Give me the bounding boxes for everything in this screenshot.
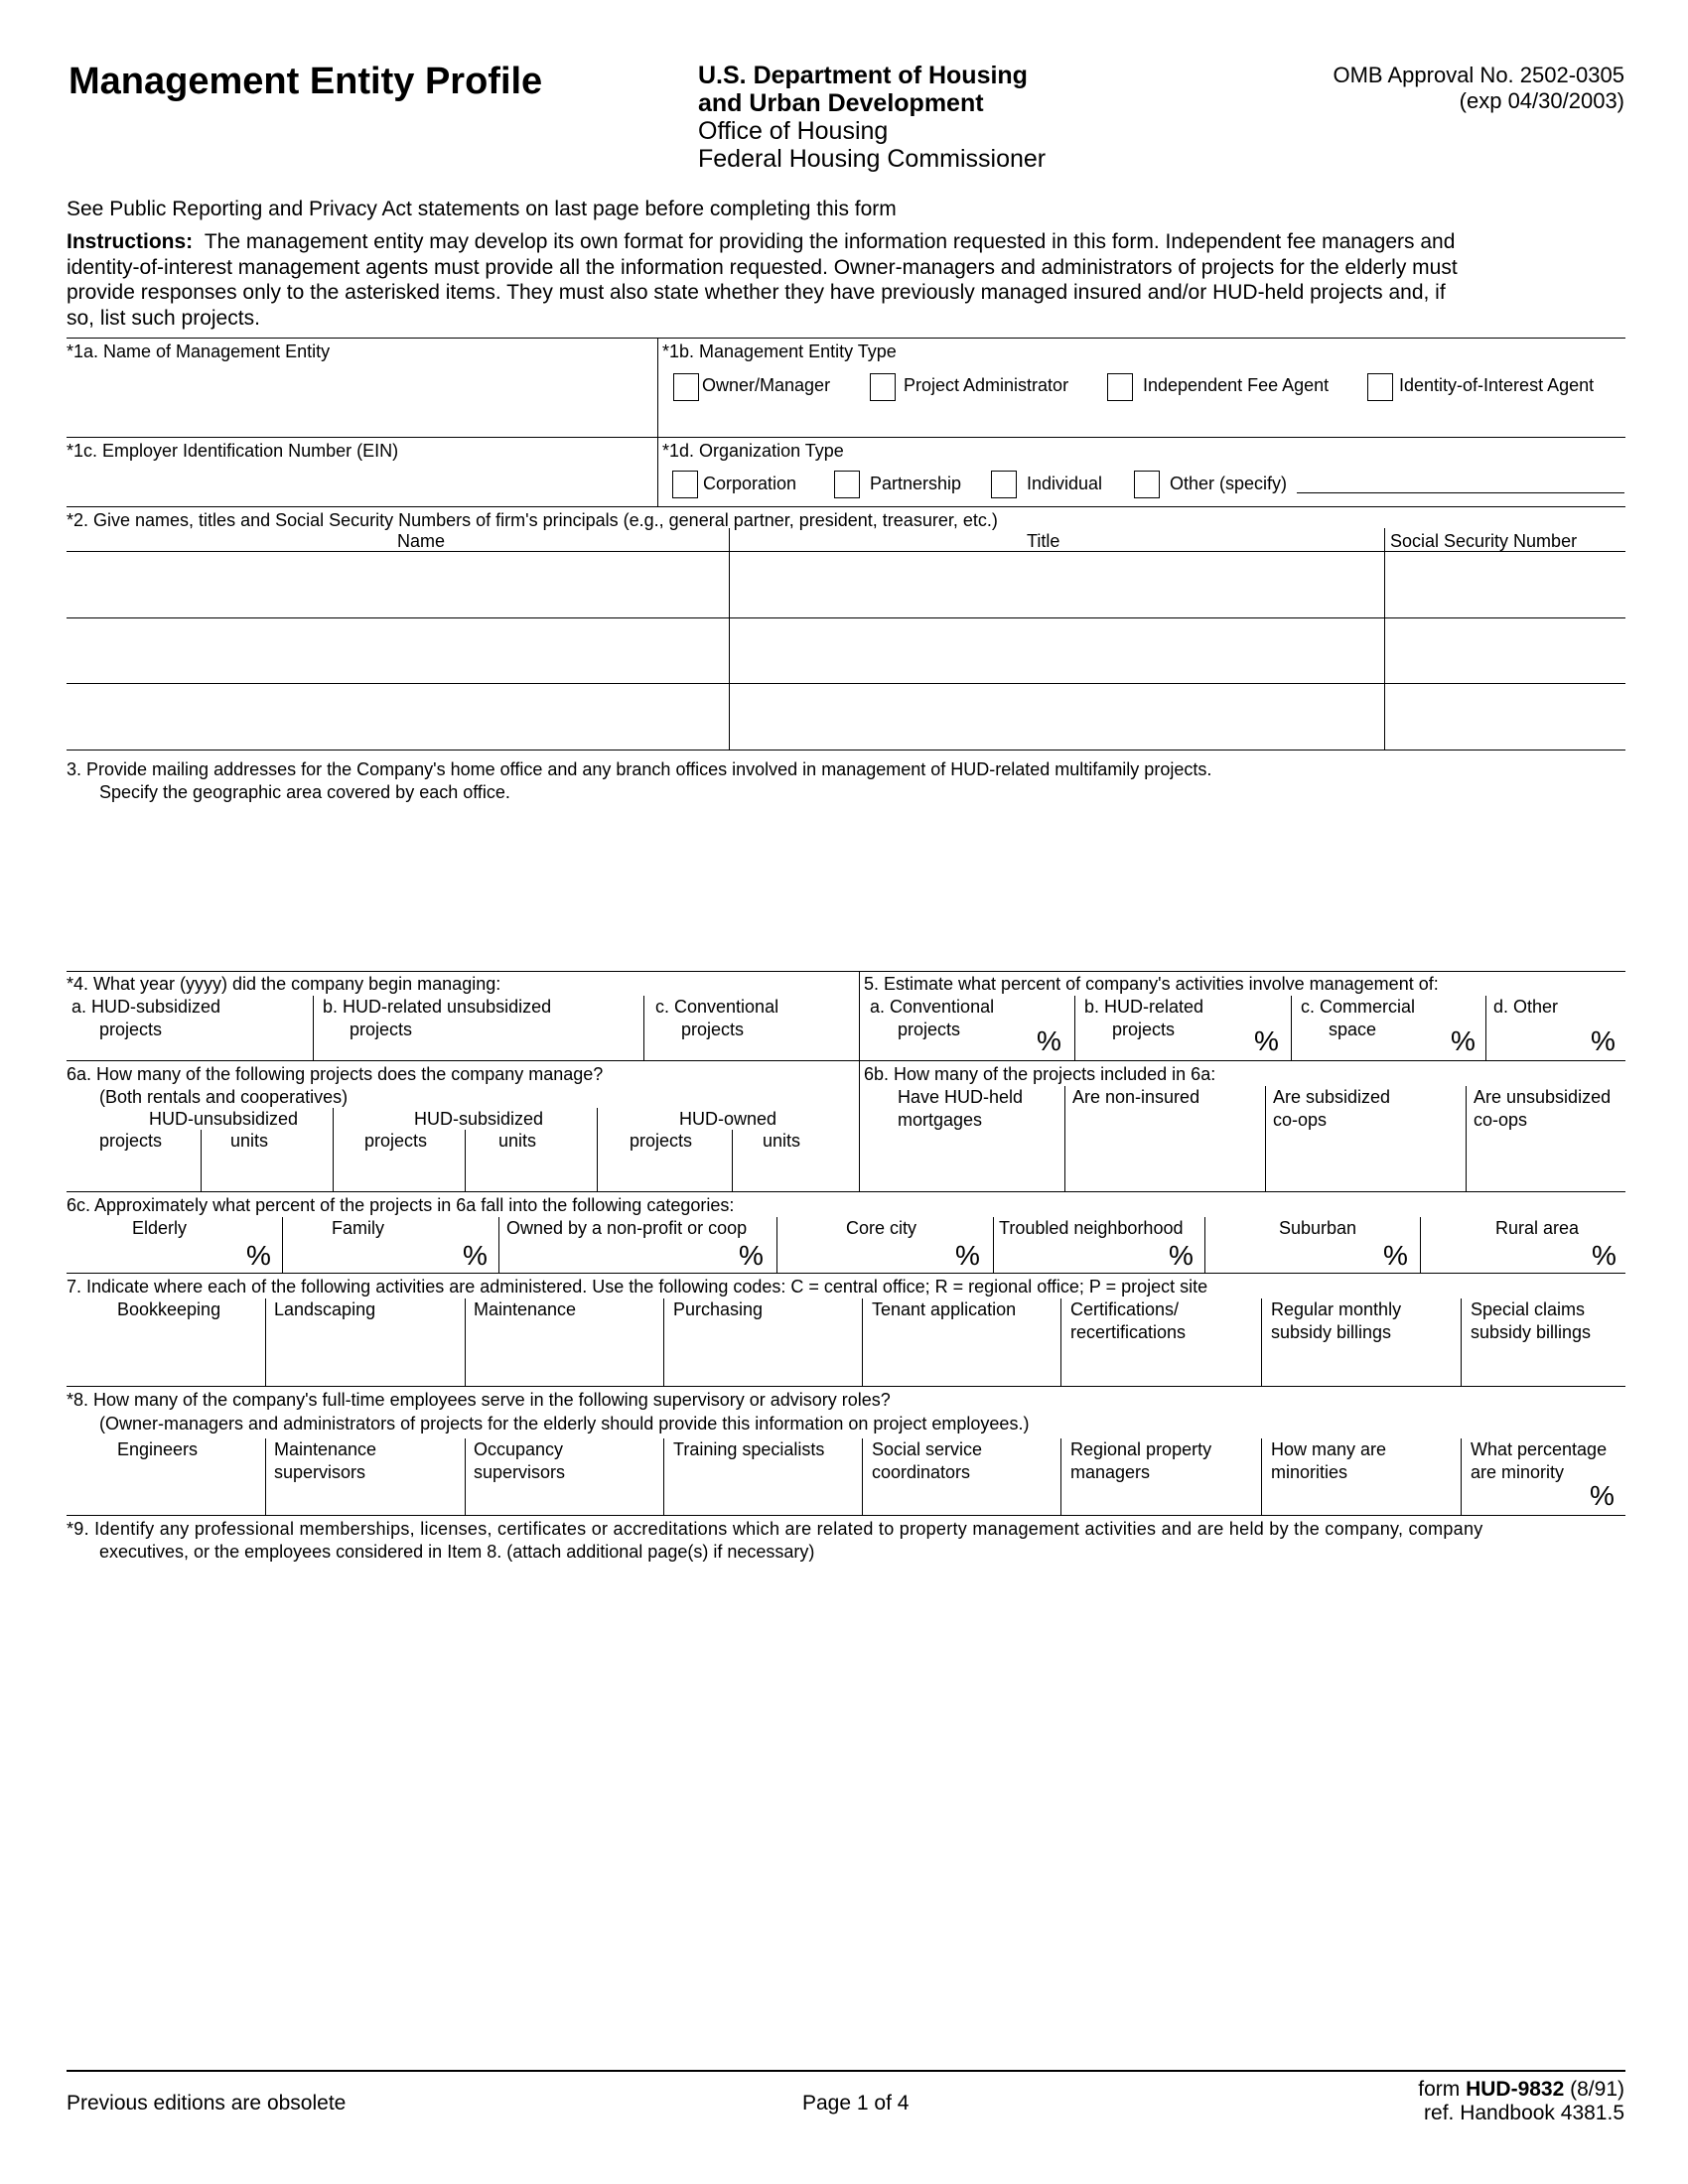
q2-col-ssn: Social Security Number	[1390, 531, 1578, 551]
rule-q7-2	[465, 1298, 466, 1386]
q8-col-engineers: Engineers	[117, 1439, 199, 1459]
q7-col-purchasing: Purchasing	[673, 1299, 764, 1319]
q6a-sub: (Both rentals and cooperatives)	[99, 1087, 349, 1107]
checkbox-other[interactable]	[1134, 471, 1160, 498]
q6a-hud-sub-units-field[interactable]	[469, 1154, 594, 1189]
q6c-cat-troubled: Troubled neighborhood	[999, 1218, 1184, 1238]
q9-label-line-1: *9. Identify any professional memberships, licenses, certificates or accreditations which are related to property management activities and are held by the company, company	[67, 1519, 1483, 1539]
rule-q5-b-c	[1291, 996, 1292, 1060]
q6c-troubled-percent-sign: %	[1169, 1240, 1194, 1271]
rule-q6c-1	[282, 1217, 283, 1273]
rule-q8-5	[1060, 1438, 1061, 1515]
q7-special-claims-field[interactable]	[1465, 1346, 1623, 1384]
q6a-hud-sub-projects-field[interactable]	[337, 1154, 462, 1189]
rule-q2-col-2	[1384, 528, 1385, 750]
q1c-label: *1c. Employer Identification Number (EIN)	[67, 441, 399, 461]
office-name: Office of Housing	[698, 117, 889, 145]
rule-q6a-group-2	[597, 1108, 598, 1191]
q8-col-regional-managers-line-2: managers	[1070, 1462, 1151, 1482]
q7-regular-billings-field[interactable]	[1265, 1346, 1458, 1384]
q4a-year-field[interactable]	[179, 1023, 308, 1057]
rule-q2-row-3	[67, 750, 1625, 751]
q8-occupancy-supervisors-field[interactable]	[469, 1485, 660, 1513]
q6c-cat-nonprofit: Owned by a non-profit or coop	[506, 1218, 748, 1238]
q7-col-landscaping: Landscaping	[274, 1299, 376, 1319]
q7-col-regular-billings-line-1: Regular monthly	[1271, 1299, 1402, 1319]
rule-q6c-2	[498, 1217, 499, 1273]
q8-percent-minority-field[interactable]	[1465, 1485, 1588, 1513]
q6c-suburban-percent-sign: %	[1383, 1240, 1408, 1271]
q5d-percent-field[interactable]	[1489, 1023, 1587, 1057]
q6b-col-4-line-1: Are unsubsidized	[1474, 1087, 1612, 1107]
q2-ssn-field-2[interactable]	[1388, 620, 1622, 680]
q4b-label-1: b. HUD-related unsubsidized	[323, 997, 552, 1017]
q4b-label-2: projects	[350, 1020, 413, 1039]
privacy-notice: See Public Reporting and Privacy Act statements on last page before completing this form	[67, 198, 897, 220]
q5c-label-1: c. Commercial	[1301, 997, 1416, 1017]
rule-q7-3	[663, 1298, 664, 1386]
q3-label-line-2: Specify the geographic area covered by each office.	[99, 782, 510, 802]
q1b-option-owner-manager: Owner/Manager	[702, 375, 831, 395]
q5d-label: d. Other	[1493, 997, 1559, 1017]
q6c-cat-suburban: Suburban	[1279, 1218, 1357, 1238]
rule-q2-col-1	[729, 528, 730, 750]
omb-approval-number: OMB Approval No. 2502-0305	[1333, 63, 1624, 87]
q2-col-name: Name	[397, 531, 446, 551]
q8-col-percent-minority-line-1: What percentage	[1471, 1439, 1608, 1459]
rule-q6c-3	[776, 1217, 777, 1273]
q1b-option-project-administrator: Project Administrator	[904, 375, 1069, 395]
q5d-percent-sign: %	[1591, 1025, 1616, 1056]
q6a-hud-owned-units-field[interactable]	[736, 1154, 855, 1189]
rule-q4-q5-divider	[859, 971, 860, 1191]
rule-section-1-middle	[67, 437, 1625, 438]
q6c-nonprofit-field[interactable]	[502, 1241, 737, 1271]
q7-maintenance-field[interactable]	[469, 1346, 660, 1384]
q2-name-field-2[interactable]	[70, 620, 725, 680]
q6a-hud-sub-projects-label: projects	[364, 1131, 428, 1151]
q8-col-training: Training specialists	[673, 1439, 825, 1459]
footer-form-number	[1418, 2078, 1624, 2102]
rule-q2-row-1	[67, 617, 1625, 618]
q8-col-social-service-line-2: coordinators	[872, 1462, 971, 1482]
q7-landscaping-field[interactable]	[269, 1346, 462, 1384]
rule-q6a-sub-1	[201, 1130, 202, 1191]
checkbox-independent-fee-agent[interactable]	[1107, 373, 1133, 401]
q2-title-field-1[interactable]	[733, 554, 1380, 615]
q7-col-tenant-application: Tenant application	[872, 1299, 1017, 1319]
instructions-line-2: identity-of-interest management agents must provide all the information requested. Owner-managers and administrators of projects for the elderly must	[67, 255, 1458, 279]
checkbox-corporation[interactable]	[672, 471, 698, 498]
omb-expiration: (exp 04/30/2003)	[1459, 88, 1624, 113]
rule-section-6c-top	[67, 1191, 1625, 1192]
rule-q8-6	[1261, 1438, 1262, 1515]
q8-social-service-field[interactable]	[866, 1485, 1057, 1513]
q6a-group-hud-unsubsidized: HUD-unsubsidized	[149, 1109, 299, 1129]
q6a-hud-owned-projects-label: projects	[630, 1131, 693, 1151]
rule-q2-row-0	[67, 551, 1625, 552]
q6a-hud-sub-units-label: units	[498, 1131, 537, 1151]
q8-col-regional-managers-line-1: Regional property	[1070, 1439, 1212, 1459]
rule-q6b-col-3	[1466, 1086, 1467, 1191]
rule-q6c-5	[1204, 1217, 1205, 1273]
q1b-option-identity-of-interest-agent: Identity-of-Interest Agent	[1399, 375, 1595, 395]
q8-engineers-field[interactable]	[70, 1463, 262, 1513]
q9-memberships-field[interactable]	[70, 1569, 1623, 2065]
q1a-name-field[interactable]	[70, 365, 650, 435]
q6b-unsubsidized-coops-field[interactable]	[1470, 1134, 1623, 1189]
q8-training-specialists-field[interactable]	[667, 1463, 859, 1513]
q8-col-occupancy-line-2: supervisors	[474, 1462, 566, 1482]
q4b-year-field[interactable]	[427, 1023, 635, 1057]
instructions	[67, 229, 1625, 331]
q8-percent-sign: %	[1590, 1480, 1615, 1511]
q8-sub: (Owner-managers and administrators of projects for the elderly should provide this information on project employees.)	[99, 1414, 1030, 1433]
rule-section-9-top	[67, 1515, 1625, 1516]
q6c-family-field[interactable]	[286, 1241, 461, 1271]
q6b-col-3-line-2: co-ops	[1273, 1110, 1328, 1130]
rule-q7-5	[1060, 1298, 1061, 1386]
q7-purchasing-field[interactable]	[667, 1346, 859, 1384]
rule-section-1-top	[67, 338, 1625, 339]
rule-q6a-group-1	[333, 1108, 334, 1191]
rule-q4-b-c	[643, 996, 644, 1060]
q5b-percent-field[interactable]	[1201, 1023, 1251, 1057]
q1c-ein-field[interactable]	[70, 465, 650, 504]
q8-col-maintenance-line-1: Maintenance	[274, 1439, 377, 1459]
q6b-col-1-line-2: mortgages	[898, 1110, 983, 1130]
q6b-hud-held-field[interactable]	[864, 1134, 1060, 1189]
q7-col-certifications-line-1: Certifications/	[1070, 1299, 1180, 1319]
q6c-core-city-field[interactable]	[780, 1241, 953, 1271]
q8-col-minorities-line-2: minorities	[1271, 1462, 1348, 1482]
footer-obsolete: Previous editions are obsolete	[67, 2092, 347, 2115]
q1d-option-other: Other (specify)	[1170, 474, 1288, 493]
q4a-label-2: projects	[99, 1020, 163, 1039]
q1d-label: *1d. Organization Type	[662, 441, 844, 461]
q2-ssn-field-3[interactable]	[1388, 686, 1622, 747]
q6c-cat-elderly: Elderly	[132, 1218, 188, 1238]
rule-q7-6	[1261, 1298, 1262, 1386]
checkbox-project-administrator[interactable]	[870, 373, 896, 401]
q2-name-field-1[interactable]	[70, 554, 725, 615]
instructions-line-1: The management entity may develop its own format for providing the information requested in this form. Independent fee managers and	[204, 230, 1456, 253]
q2-col-title: Title	[1027, 531, 1060, 551]
q7-bookkeeping-field[interactable]	[70, 1346, 262, 1384]
form-title: Management Entity Profile	[69, 61, 543, 102]
department-name-line1: U.S. Department of Housing	[698, 62, 1028, 89]
q7-col-maintenance: Maintenance	[474, 1299, 577, 1319]
q5b-label-1: b. HUD-related	[1084, 997, 1204, 1017]
q6c-rural-percent-sign: %	[1592, 1240, 1617, 1271]
q6b-label: 6b. How many of the projects included in 6a:	[864, 1064, 1216, 1084]
q4c-label-1: c. Conventional	[655, 997, 779, 1017]
rule-section-6-top	[67, 1060, 1625, 1061]
q8-col-maintenance-line-2: supervisors	[274, 1462, 366, 1482]
footer-form-id: HUD-9832	[1466, 2078, 1565, 2101]
q1d-option-corporation: Corporation	[703, 474, 797, 493]
rule-section-7-top	[67, 1273, 1625, 1274]
q1a-label: *1a. Name of Management Entity	[67, 341, 331, 361]
instructions-line-4: so, list such projects.	[67, 306, 260, 330]
q6c-suburban-field[interactable]	[1208, 1241, 1381, 1271]
rule-q6c-6	[1420, 1217, 1421, 1273]
q4a-label-1: a. HUD-subsidized	[71, 997, 221, 1017]
q8-minorities-field[interactable]	[1265, 1485, 1458, 1513]
q7-col-certifications-line-2: recertifications	[1070, 1322, 1187, 1342]
rule-q5-a-b	[1074, 996, 1075, 1060]
q6c-core-city-percent-sign: %	[955, 1240, 980, 1271]
q6c-nonprofit-percent-sign: %	[739, 1240, 764, 1271]
commissioner-name: Federal Housing Commissioner	[698, 145, 1047, 173]
q2-name-field-3[interactable]	[70, 686, 725, 747]
footer-form-prefix: form	[1418, 2078, 1467, 2101]
q6b-col-4-line-2: co-ops	[1474, 1110, 1528, 1130]
other-specify-line[interactable]	[1297, 492, 1624, 493]
q6a-hud-owned-units-label: units	[763, 1131, 801, 1151]
rule-section-4-top	[67, 971, 1625, 972]
checkbox-identity-of-interest-agent[interactable]	[1367, 373, 1393, 401]
q2-title-field-2[interactable]	[733, 620, 1380, 680]
q2-title-field-3[interactable]	[733, 686, 1380, 747]
checkbox-owner-manager[interactable]	[673, 373, 699, 401]
q1d-option-individual: Individual	[1027, 474, 1103, 493]
q8-col-minorities-line-1: How many are	[1271, 1439, 1387, 1459]
rule-q6b-col-1	[1064, 1086, 1065, 1191]
rule-q6b-col-2	[1265, 1086, 1266, 1191]
q6a-hud-unsub-projects-field[interactable]	[70, 1154, 197, 1189]
q6c-cat-family: Family	[332, 1218, 384, 1238]
rule-q8-7	[1461, 1438, 1462, 1515]
q5a-percent-field[interactable]	[1003, 1023, 1035, 1057]
rule-section-1-divider	[657, 338, 658, 506]
q5a-label-2: projects	[898, 1020, 961, 1039]
q6c-elderly-percent-sign: %	[246, 1240, 271, 1271]
q7-label: 7. Indicate where each of the following activities are administered. Use the following codes: C = central office; R = regional office; P = project site	[67, 1277, 1208, 1297]
q4c-label-2: projects	[681, 1020, 745, 1039]
q6b-col-1-line-1: Have HUD-held	[898, 1087, 1024, 1107]
footer-rule	[67, 2070, 1625, 2072]
q6a-hud-unsub-projects-label: projects	[99, 1131, 163, 1151]
checkbox-partnership[interactable]	[834, 471, 860, 498]
q3-label-line-1: 3. Provide mailing addresses for the Company's home office and any branch offices involved in management of HUD-related multifamily projects.	[67, 759, 1212, 779]
q6b-col-3-line-1: Are subsidized	[1273, 1087, 1391, 1107]
q5b-percent-sign: %	[1254, 1025, 1279, 1056]
q1b-label: *1b. Management Entity Type	[662, 341, 897, 361]
footer-handbook: ref. Handbook 4381.5	[1424, 2102, 1624, 2124]
checkbox-individual[interactable]	[991, 471, 1017, 498]
rule-q7-7	[1461, 1298, 1462, 1386]
rule-q8-4	[862, 1438, 863, 1515]
q7-col-bookkeeping: Bookkeeping	[117, 1299, 221, 1319]
rule-q6a-sub-3	[732, 1130, 733, 1191]
rule-q6c-4	[993, 1217, 994, 1273]
q5c-percent-sign: %	[1451, 1025, 1476, 1056]
rule-section-2-top	[67, 506, 1625, 507]
q8-regional-managers-field[interactable]	[1064, 1485, 1258, 1513]
q7-col-regular-billings-line-2: subsidy billings	[1271, 1322, 1392, 1342]
q7-col-special-claims-line-2: subsidy billings	[1471, 1322, 1592, 1342]
q2-ssn-field-1[interactable]	[1388, 554, 1622, 615]
footer-form-date: (8/91)	[1564, 2078, 1624, 2101]
q8-col-occupancy-line-1: Occupancy	[474, 1439, 564, 1459]
q5a-percent-sign: %	[1037, 1025, 1061, 1056]
q5b-label-2: projects	[1112, 1020, 1176, 1039]
rule-q6a-sub-2	[465, 1130, 466, 1191]
q6a-hud-unsub-units-label: units	[230, 1131, 269, 1151]
q7-tenant-application-field[interactable]	[866, 1346, 1057, 1384]
department-name-line2: and Urban Development	[698, 89, 984, 117]
rule-q2-row-2	[67, 683, 1625, 684]
q5c-label-2: space	[1329, 1020, 1377, 1039]
q6a-hud-unsub-units-field[interactable]	[205, 1154, 330, 1189]
q7-certifications-field[interactable]	[1064, 1346, 1258, 1384]
q5-label: 5. Estimate what percent of company's activities involve management of:	[864, 974, 1439, 994]
q2-label: *2. Give names, titles and Social Security Numbers of firm's principals (e.g., general partner, president, treasurer, etc.)	[67, 510, 998, 530]
q8-col-percent-minority-line-2: are minority	[1471, 1462, 1565, 1482]
q8-maintenance-supervisors-field[interactable]	[269, 1485, 462, 1513]
q6c-cat-rural: Rural area	[1495, 1218, 1580, 1238]
q5c-percent-field[interactable]	[1390, 1023, 1448, 1057]
rule-q8-1	[265, 1438, 266, 1515]
instructions-line-3: provide responses only to the asterisked items. They must also state whether they have previously managed insured and/or HUD-held projects and, if	[67, 281, 1446, 304]
q4-label: *4. What year (yyyy) did the company begin managing:	[67, 974, 501, 994]
q6c-elderly-field[interactable]	[70, 1241, 244, 1271]
q6b-subsidized-coops-field[interactable]	[1269, 1134, 1462, 1189]
q7-col-special-claims-line-1: Special claims	[1471, 1299, 1586, 1319]
q6a-group-hud-subsidized: HUD-subsidized	[414, 1109, 544, 1129]
instructions-label: Instructions:	[67, 230, 194, 253]
rule-q8-3	[663, 1438, 664, 1515]
rule-q8-2	[465, 1438, 466, 1515]
rule-q7-4	[862, 1298, 863, 1386]
rule-q7-1	[265, 1298, 266, 1386]
q6b-col-2: Are non-insured	[1072, 1087, 1200, 1107]
q6b-non-insured-field[interactable]	[1068, 1134, 1261, 1189]
q6c-troubled-field[interactable]	[997, 1241, 1167, 1271]
rule-section-8-top	[67, 1386, 1625, 1387]
q6c-rural-field[interactable]	[1424, 1241, 1590, 1271]
rule-q4-a-b	[313, 996, 314, 1060]
q1b-option-independent-fee-agent: Independent Fee Agent	[1143, 375, 1330, 395]
q8-label: *8. How many of the company's full-time employees serve in the following supervisory or advisory roles?	[67, 1390, 891, 1410]
q6c-cat-core-city: Core city	[846, 1218, 917, 1238]
q6a-group-hud-owned: HUD-owned	[679, 1109, 777, 1129]
q4c-year-field[interactable]	[765, 1023, 854, 1057]
q6a-hud-owned-projects-field[interactable]	[601, 1154, 729, 1189]
q3-addresses-field[interactable]	[70, 809, 1623, 968]
rule-q5-c-d	[1485, 996, 1486, 1060]
q6a-label: 6a. How many of the following projects does the company manage?	[67, 1064, 604, 1084]
q8-col-social-service-line-1: Social service	[872, 1439, 983, 1459]
q6c-family-percent-sign: %	[463, 1240, 488, 1271]
q1d-option-partnership: Partnership	[870, 474, 962, 493]
q9-label-line-2: executives, or the employees considered in Item 8. (attach additional page(s) if necessary)	[99, 1542, 815, 1562]
q5a-label-1: a. Conventional	[870, 997, 995, 1017]
q6c-label: 6c. Approximately what percent of the projects in 6a fall into the following categories:	[67, 1195, 735, 1215]
footer-page-number: Page 1 of 4	[802, 2092, 910, 2115]
